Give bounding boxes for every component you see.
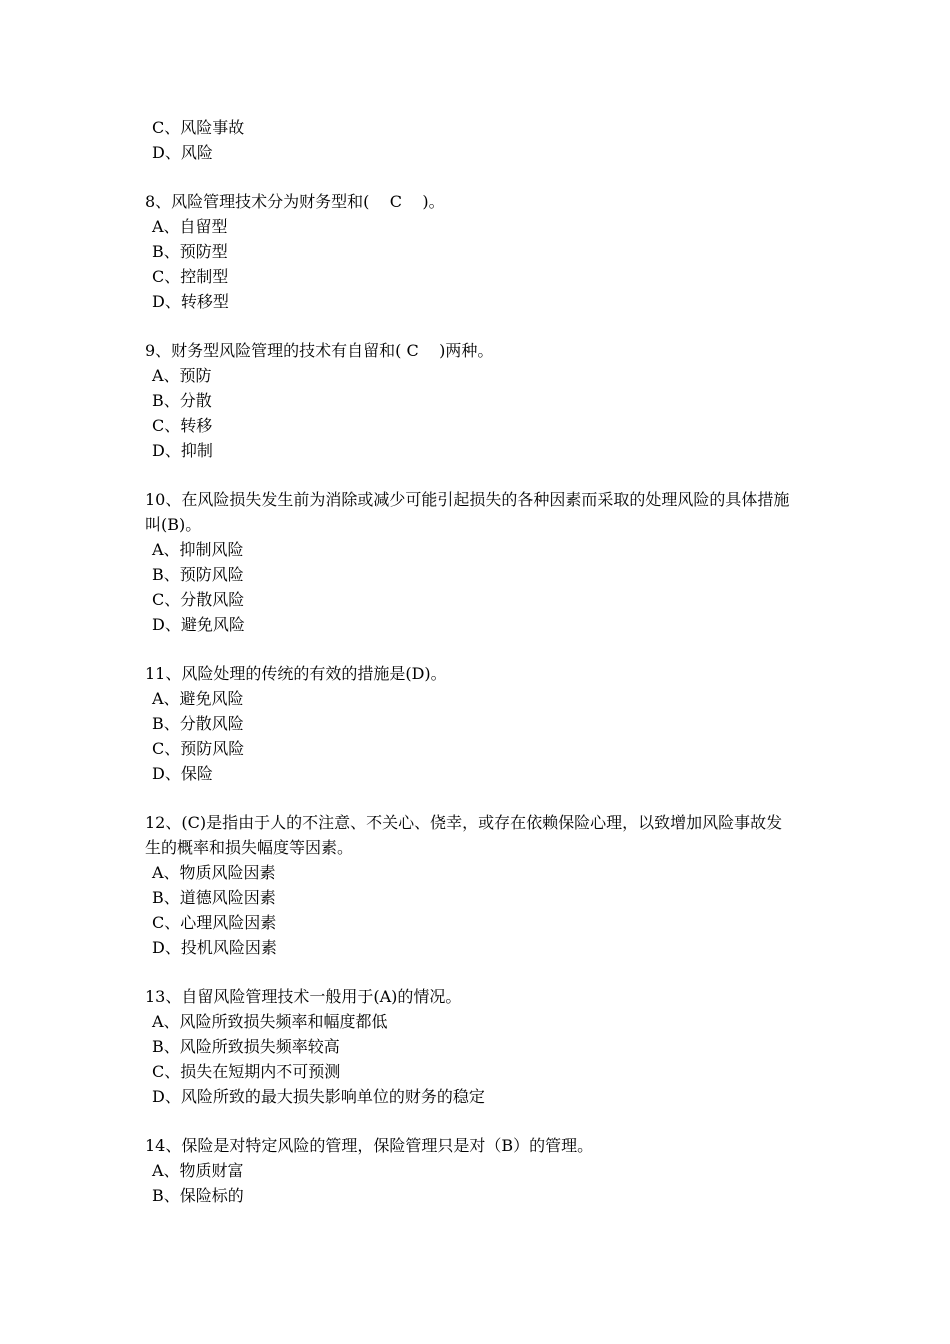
- option-b: B、保险标的: [152, 1186, 244, 1205]
- option-b: B、风险所致损失频率较高: [152, 1037, 340, 1056]
- option-a: A、预防: [152, 366, 212, 385]
- option-a: A、物质财富: [152, 1161, 244, 1180]
- option-b: B、分散: [152, 391, 212, 410]
- option-a: A、避免风险: [152, 689, 244, 708]
- question-9: [145, 338, 810, 463]
- option-c: C、心理风险因素: [152, 913, 277, 932]
- question-text: 9、财务型风险管理的技术有自留和( C )两种。: [145, 341, 494, 360]
- question-text: 11、风险处理的传统的有效的措施是(D)。: [145, 664, 447, 683]
- option-c: C、风险事故: [152, 118, 245, 137]
- option-d: D、避免风险: [152, 615, 245, 634]
- question-text: 14、保险是对特定风险的管理，保险管理只是对（B）的管理。: [145, 1136, 594, 1155]
- question-14: [145, 1133, 810, 1208]
- option-d: D、投机风险因素: [152, 938, 277, 957]
- option-c: C、预防风险: [152, 739, 245, 758]
- question-list: [145, 115, 810, 1208]
- option-a: A、自留型: [152, 217, 228, 236]
- option-b: B、分散风险: [152, 714, 244, 733]
- option-d: D、风险: [152, 143, 213, 162]
- option-d: D、抑制: [152, 441, 213, 460]
- option-b: B、道德风险因素: [152, 888, 276, 907]
- option-b: B、预防型: [152, 242, 228, 261]
- option-c: C、转移: [152, 416, 213, 435]
- question-text-line-1: 12、(C)是指由于人的不注意、不关心、侥幸，或存在依赖保险心理，以致增加风险事故发: [145, 813, 783, 832]
- question-11: [145, 661, 810, 786]
- option-b: B、预防风险: [152, 565, 244, 584]
- option-a: A、抑制风险: [152, 540, 244, 559]
- option-d: D、转移型: [152, 292, 229, 311]
- question-text: 8、风险管理技术分为财务型和( C )。: [145, 192, 445, 211]
- option-c: C、分散风险: [152, 590, 245, 609]
- question-7-tail: [145, 115, 810, 165]
- option-d: D、保险: [152, 764, 213, 783]
- question-8: [145, 189, 810, 314]
- question-text-line-2: 叫(B)。: [145, 515, 202, 534]
- option-a: A、风险所致损失频率和幅度都低: [152, 1012, 388, 1031]
- question-text-line-2: 生的概率和损失幅度等因素。: [145, 838, 354, 857]
- question-text-line-1: 10、在风险损失发生前为消除或减少可能引起损失的各种因素而采取的处理风险的具体措施: [145, 490, 790, 509]
- question-10: [145, 487, 810, 637]
- option-c: C、损失在短期内不可预测: [152, 1062, 341, 1081]
- question-13: [145, 984, 810, 1109]
- option-a: A、物质风险因素: [152, 863, 276, 882]
- question-text: 13、自留风险管理技术一般用于(A)的情况。: [145, 987, 462, 1006]
- question-12: [145, 810, 810, 960]
- option-c: C、控制型: [152, 267, 229, 286]
- option-d: D、风险所致的最大损失影响单位的财务的稳定: [152, 1087, 485, 1106]
